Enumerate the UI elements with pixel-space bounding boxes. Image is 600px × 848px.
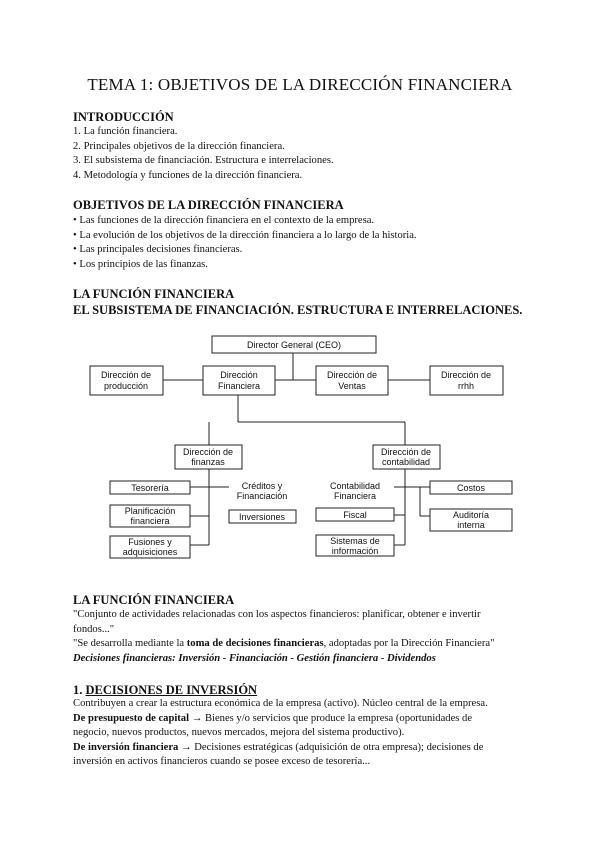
org-label: producción [103, 381, 149, 391]
quote-text: , adoptadas por la Dirección Financiera" [323, 638, 495, 650]
page-title: TEMA 1: OBJETIVOS DE LA DIRECCIÓN FINANCIERA [87, 75, 513, 94]
section-heading-inversion [73, 683, 257, 698]
arrow-icon: → [181, 741, 192, 753]
org-label: contabilidad [381, 457, 431, 467]
org-label: adquisiciones [122, 547, 178, 557]
org-label: finanzas [191, 457, 225, 467]
org-label: interna [457, 520, 485, 530]
text-line [73, 741, 488, 756]
org-label: Costos [456, 483, 486, 493]
org-label: Ventas [338, 381, 366, 391]
org-label: Sistemas de [330, 536, 380, 546]
org-label-ceo: Director General (CEO) [246, 340, 342, 350]
org-label: Fiscal [343, 510, 367, 520]
org-label: Financiera [333, 491, 377, 501]
org-label: rrhh [457, 381, 475, 391]
section-heading-funcion: LA FUNCIÓN FINANCIERA [73, 287, 235, 301]
list-item: 4. Metodología y funciones de la dirección financiera. [73, 169, 303, 181]
quote-line: fondos..." [73, 623, 115, 635]
decisions-line: Decisiones financieras: Inversión - Financiación - Gestión financiera - Dividendos [73, 652, 436, 664]
text-line: Contribuyen a crear la estructura económica de la empresa (activo). Núcleo central de la empresa. [73, 698, 488, 709]
term-label: De presupuesto de capital [73, 712, 190, 724]
list-item: 2. Principales objetivos de la dirección financiera. [73, 140, 285, 152]
section-title: DECISIONES DE INVERSIÓN [85, 683, 258, 697]
org-label: Dirección de [182, 447, 234, 457]
arrow-icon: → [191, 712, 203, 724]
list-item: 3. El subsistema de financiación. Estructura e interrelaciones. [73, 155, 334, 167]
org-label: información [331, 546, 379, 556]
org-label: Dirección de [380, 447, 432, 457]
section-heading-subsistema: EL SUBSISTEMA DE FINANCIACIÓN. ESTRUCTURA E INTERRELACIONES. [73, 303, 523, 317]
org-label: Fusiones y [128, 537, 172, 547]
term-text: Bienes y/o servicios que produce la empresa (oportunidades de [202, 712, 473, 724]
inversion-block [73, 697, 488, 770]
org-label: Dirección de [326, 370, 378, 380]
quote-text: "Se desarrolla mediante la [73, 638, 187, 650]
org-label: Planificación [124, 506, 176, 516]
org-label: Tesorería [131, 483, 169, 493]
list-item: • La evolución de los objetivos de la dirección financiera a lo largo de la historia. [73, 229, 417, 241]
org-label: Contabilidad [329, 481, 381, 491]
org-label: Inversiones [238, 512, 286, 522]
org-label: Créditos y [241, 481, 283, 491]
list-item: • Las principales decisiones financieras. [73, 244, 243, 256]
org-label: Financiera [217, 381, 261, 391]
section-number: 1. [73, 683, 86, 697]
list-item: • Los principios de las finanzas. [73, 258, 208, 270]
text-line [73, 712, 488, 727]
term-label: De inversión financiera [73, 741, 179, 753]
org-label: Dirección de [440, 370, 492, 380]
list-item: • Las funciones de la dirección financiera en el contexto de la empresa. [73, 215, 375, 226]
list-item: 1. La función financiera. [73, 126, 178, 137]
quote-line: "Conjunto de actividades relacionadas con los aspectos financieros: planificar, obtener e invertir [73, 609, 481, 620]
org-label: Financiación [236, 491, 288, 501]
org-label: Auditoría [452, 510, 490, 520]
org-label: Dirección de [100, 370, 152, 380]
text-line: inversión en activos financieros cuando se posee exceso de tesorería... [73, 756, 371, 768]
objectives-heading: OBJETIVOS DE LA DIRECCIÓN FINANCIERA [73, 198, 344, 212]
quote-bold: toma de decisiones financieras [186, 638, 324, 650]
text-line: negocio, nuevos productos, nuevos mercados, mejora del sistema productivo). [73, 727, 405, 739]
term-text: Decisiones estratégicas (adquisición de otra empresa); decisiones de [191, 741, 484, 753]
org-label: Dirección [220, 370, 258, 380]
section-heading-funcion-2: LA FUNCIÓN FINANCIERA [73, 593, 235, 607]
org-label: financiera [130, 516, 170, 526]
definition-block [73, 608, 494, 666]
quote-line [73, 637, 494, 652]
intro-heading: INTRODUCCIÓN [73, 110, 174, 124]
